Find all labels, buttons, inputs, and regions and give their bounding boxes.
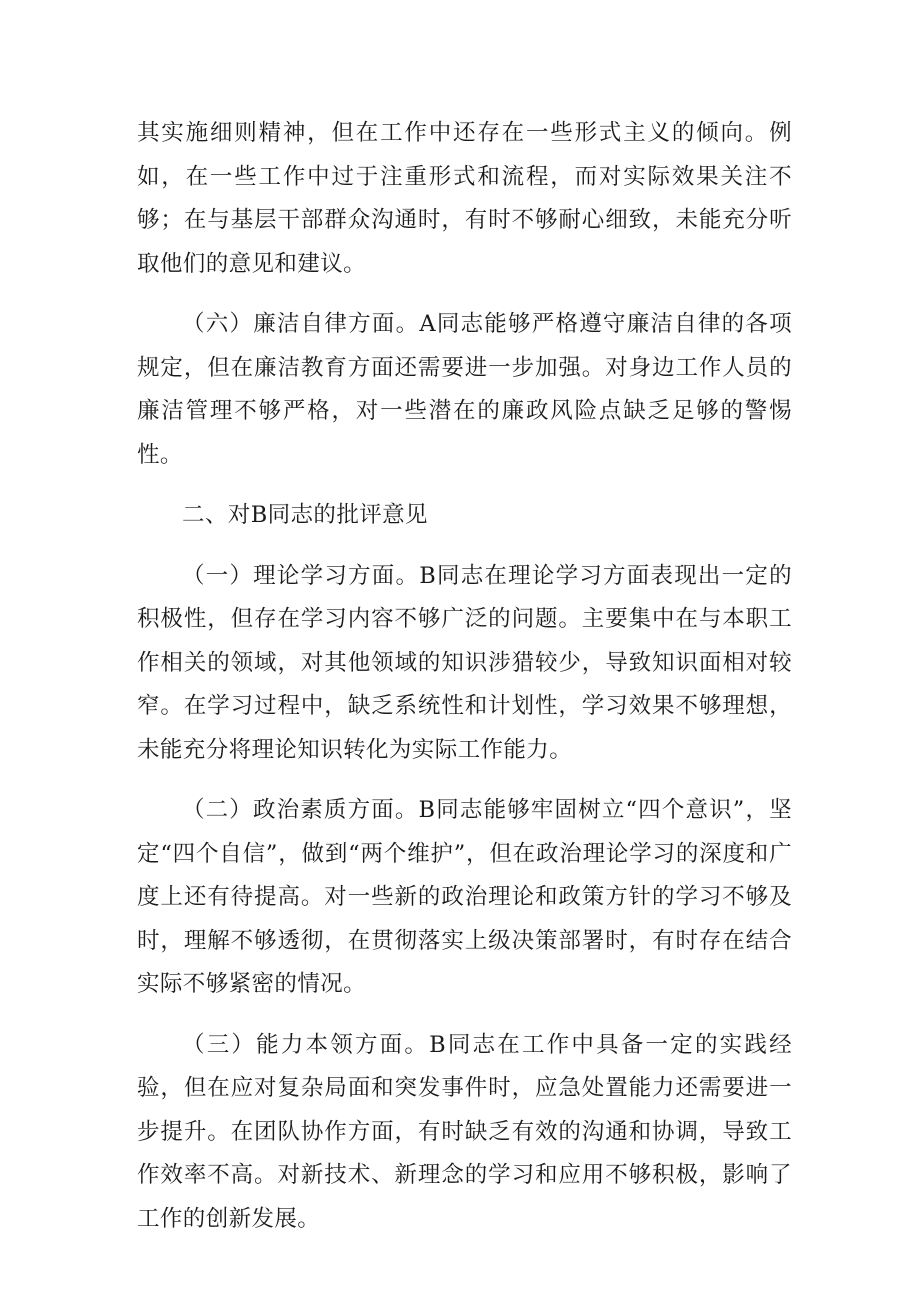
paragraph-political-quality: （二）政治素质方面。B同志能够牢固树立“四个意识”，坚定“四个自信”，做到“两个维护”，但在政治理论学习的深度和广度上还有待提高。对一些新的政治理论和政策方针的学习不够及时，理解不够透彻，在贯彻落实上级决策部署时，有时存在结合实际不够紧密的情况。 — [137, 797, 792, 997]
document-body — [137, 112, 792, 1241]
paragraph-theory-study: （一）理论学习方面。B同志在理论学习方面表现出一定的积极性，但存在学习内容不够广泛的问题。主要集中在与本职工作相关的领域，对其他领域的知识涉猎较少，导致知识面相对较窄。在学习过程中，缺乏系统性和计划性，学习效果不够理想，未能充分将理论知识转化为实际工作能力。 — [137, 562, 792, 763]
section-heading-criticism-b: 二、对B同志的批评意见 — [182, 502, 428, 528]
paragraph-continued-text: 其实施细则精神，但在工作中还存在一些形式主义的倾向。例如，在一些工作中过于注重形式和流程，而对实际效果关注不够；在与基层干部群众沟通时，有时不够耐心细致，未能充分听取他们的意见和建议。 — [137, 120, 792, 277]
paragraph-ability-skills: （三）能力本领方面。B同志在工作中具备一定的实践经验，但在应对复杂局面和突发事件时，应急处置能力还需要进一步提升。在团队协作方面，有时缺乏有效的沟通和协调，导致工作效率不高。对新技术、新理念的学习和应用不够积极，影响了工作的创新发展。 — [137, 1031, 792, 1232]
paragraph-integrity-self-discipline: （六）廉洁自律方面。A同志能够严格遵守廉洁自律的各项规定，但在廉洁教育方面还需要进一步加强。对身边工作人员的廉洁管理不够严格，对一些潜在的廉政风险点缺乏足够的警惕性。 — [137, 311, 792, 468]
